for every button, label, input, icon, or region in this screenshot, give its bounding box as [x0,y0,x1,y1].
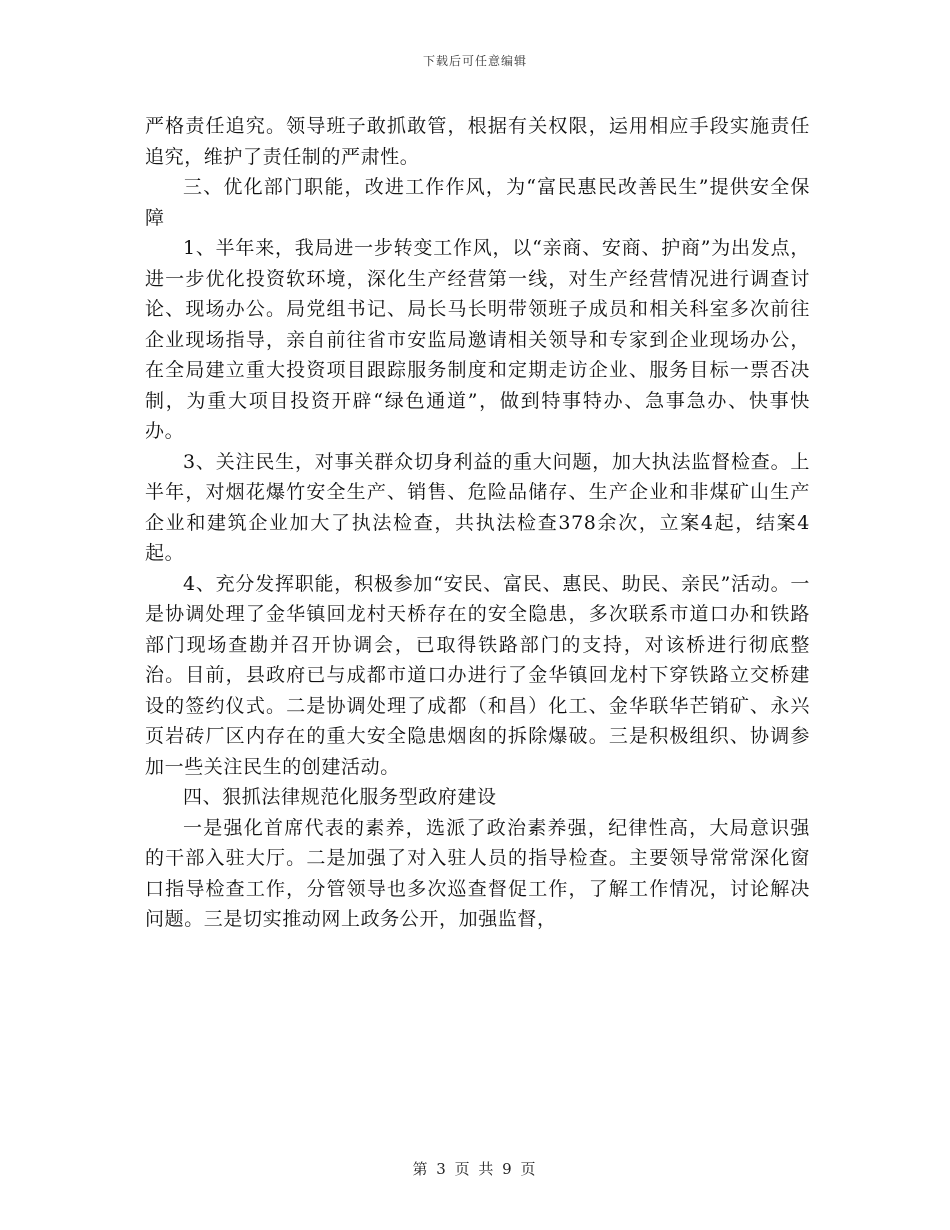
paragraph-item-3: 3、关注民生，对事关群众切身利益的重大问题，加大执法监督检查。上半年，对烟花爆竹安全生产、销售、危险品储存、生产企业和非煤矿山生产企业和建筑企业加大了执法检查，共执法检查378余次，立案4起，结案4起。 [145,450,810,564]
page-number-footer: 第 3 页 共 9 页 [412,1160,538,1178]
paragraph-1: 严格责任追究。领导班子敢抓敢管，根据有关权限，运用相应手段实施责任追究，维护了责任制的严肃性。 [145,115,810,168]
paragraph-item-4: 4、充分发挥职能，积极参加“安民、富民、惠民、助民、亲民”活动。一是协调处理了金华镇回龙村天桥存在的安全隐患，多次联系市道口办和铁路部门现场查勘并召开协调会，已取得铁路部门的支持，对该桥进行彻底整治。目前，县政府已与成都市道口办进行了金华镇回龙村下穿铁路立交桥建设的签约仪式。二是协调处理了成都（和昌）化工、金华联华芒销矿、永兴页岩砖厂区内存在的重大安全隐患烟囱的拆除爆破。三是积极组织、协调参加一些关注民生的创建活动。 [145,572,810,778]
page-header: 下载后可任意编辑 [422,54,527,68]
paragraph-section-4: 一是强化首席代表的素养，选派了政治素养强，纪律性高，大局意识强的干部入驻大厅。二是加强了对入驻人员的指导检查。主要领导常常深化窗口指导检查工作，分管领导也多次巡查督促工作，了解工作情况，讨论解决问题。三是切实推动网上政务公开，加强监督， [145,816,810,930]
section-heading-3: 三、优化部门职能，改进工作作风，为“富民惠民改善民生”提供安全保障 [145,176,810,229]
paragraph-item-1: 1、半年来，我局进一步转变工作风，以“亲商、安商、护商”为出发点，进一步优化投资软环境，深化生产经营第一线，对生产经营情况进行调查讨论、现场办公。局党组书记、局长马长明带领班子成员和相关科室多次前往企业现场指导，亲自前往省市安监局邀请相关领导和专家到企业现场办公，在全局建立重大投资项目跟踪服务制度和定期走访企业、服务目标一票否决制，为重大项目投资开辟“绿色通道”，做到特事特办、急事急办、快事快办。 [145,237,810,442]
section-heading-4: 四、狠抓法律规范化服务型政府建设 [183,786,497,808]
document-body [145,111,810,935]
